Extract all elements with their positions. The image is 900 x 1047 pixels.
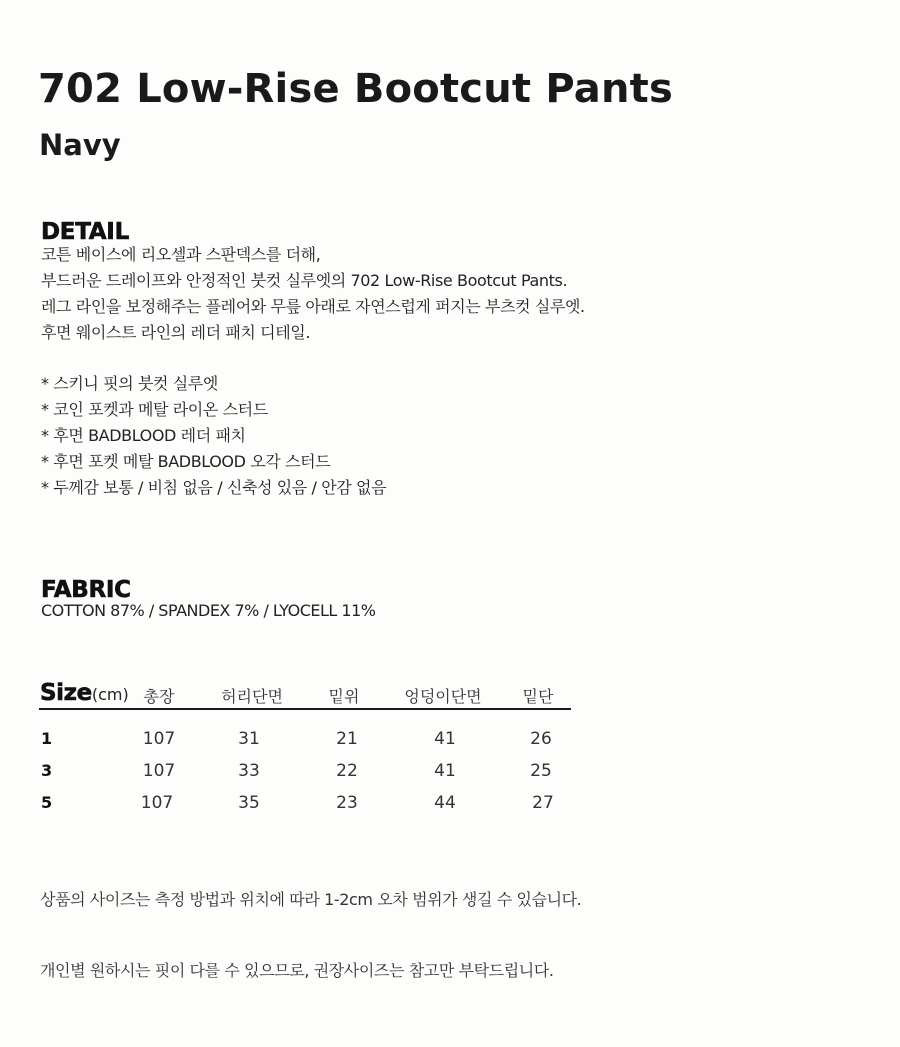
size-cell: 41 <box>434 761 456 781</box>
size-cell: 26 <box>530 729 552 749</box>
size-column-header: 허리단면 <box>221 687 283 706</box>
detail-bullet: * 두께감 보통 / 비침 없음 / 신축성 있음 / 안감 없음 <box>41 478 387 497</box>
size-table-heading <box>40 680 129 706</box>
detail-description <box>41 242 585 346</box>
detail-bullet: * 후면 BADBLOOD 레더 패치 <box>41 426 246 445</box>
detail-bullet-list <box>41 371 386 501</box>
detail-line: 후면 웨이스트 라인의 레더 패치 디테일. <box>41 323 311 342</box>
size-cell: 25 <box>530 761 552 781</box>
size-cell: 107 <box>142 761 176 781</box>
product-title: 702 Low-Rise Bootcut Pants <box>38 66 673 112</box>
size-row-label: 1 <box>41 729 53 748</box>
fabric-composition: COTTON 87% / SPANDEX 7% / LYOCELL 11% <box>41 601 376 620</box>
size-note: 상품의 사이즈는 측정 방법과 위치에 따라 1-2cm 오차 범위가 생길 수 있습니다. <box>40 890 582 909</box>
detail-bullet: * 후면 포켓 메탈 BADBLOOD 오각 스터드 <box>41 452 331 471</box>
size-cell: 23 <box>336 793 358 813</box>
size-heading-unit: (cm) <box>91 685 129 704</box>
size-row-label: 3 <box>41 761 53 780</box>
fit-note: 개인별 원하시는 핏이 다를 수 있으므로, 권장사이즈는 참고만 부탁드립니다. <box>40 961 554 980</box>
size-row-label: 5 <box>41 793 53 812</box>
detail-line: 레그 라인을 보정해주는 플레어와 무릎 아래로 자연스럽게 퍼지는 부츠컷 실루엣. <box>41 297 585 316</box>
size-column-header: 밑단 <box>522 687 554 706</box>
size-cell: 33 <box>238 761 260 781</box>
size-cell: 22 <box>336 761 358 781</box>
detail-heading: DETAIL <box>41 219 129 245</box>
size-column-header: 밑위 <box>328 687 360 706</box>
fabric-heading: FABRIC <box>41 577 131 603</box>
size-column-header: 엉덩이단면 <box>404 687 482 706</box>
size-cell: 107 <box>140 793 174 813</box>
size-table-divider <box>39 708 571 710</box>
size-cell: 107 <box>142 729 176 749</box>
detail-bullet: * 스키니 핏의 붓컷 실루엣 <box>41 374 218 393</box>
detail-bullet: * 코인 포켓과 메탈 라이온 스터드 <box>41 400 268 419</box>
detail-line: 코튼 베이스에 리오셀과 스판덱스를 더해, <box>41 245 321 264</box>
size-cell: 21 <box>336 729 358 749</box>
product-color: Navy <box>39 128 121 162</box>
size-heading-label: Size <box>40 680 92 706</box>
size-cell: 31 <box>238 729 260 749</box>
detail-line: 부드러운 드레이프와 안정적인 붓컷 실루엣의 702 Low-Rise Bootcut Pants. <box>41 271 568 290</box>
size-cell: 27 <box>532 793 554 813</box>
size-cell: 35 <box>238 793 260 813</box>
size-cell: 41 <box>434 729 456 749</box>
size-cell: 44 <box>434 793 456 813</box>
size-column-header: 총장 <box>143 687 175 706</box>
